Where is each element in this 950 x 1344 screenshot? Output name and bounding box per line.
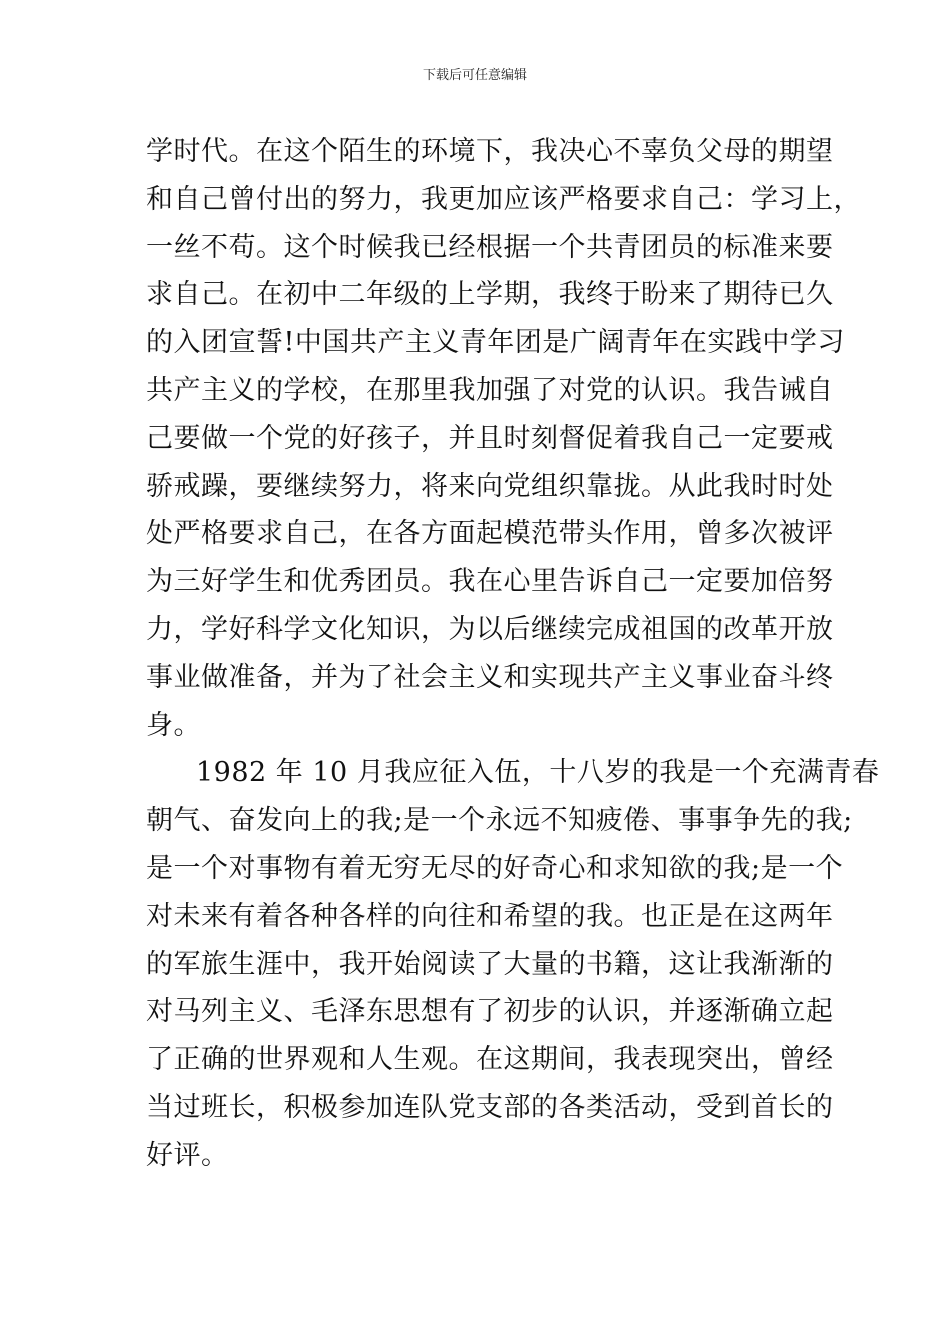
text-line: 朝气、奋发向上的我;是一个永远不知疲倦、事事争先的我; xyxy=(146,805,853,837)
document-body xyxy=(146,128,880,1180)
text-line: 和自己曾付出的努力，我更加应该严格要求自己：学习上， xyxy=(146,183,861,215)
text-line: 对未来有着各种各样的向往和希望的我。也正是在这两年 xyxy=(146,900,834,932)
text-line: 身。 xyxy=(146,709,201,741)
text-line: 事业做准备，并为了社会主义和实现共产主义事业奋斗终 xyxy=(146,661,834,693)
text-line: 处严格要求自己，在各方面起模范带头作用，曾多次被评 xyxy=(146,518,834,550)
text-line: 当过班长，积极参加连队党支部的各类活动，受到首长的 xyxy=(146,1091,834,1123)
text-line: 己要做一个党的好孩子，并且时刻督促着我自己一定要戒 xyxy=(146,422,834,454)
text-line: 1982 年 10 月我应征入伍，十八岁的我是一个充满青春 xyxy=(196,757,880,789)
text-line: 的入团宣誓!中国共产主义青年团是广阔青年在实践中学习 xyxy=(146,327,845,359)
text-line: 骄戒躁，要继续努力，将来向党组织靠拢。从此我时时处 xyxy=(146,470,834,502)
text-line: 求自己。在初中二年级的上学期，我终于盼来了期待已久 xyxy=(146,279,834,311)
paragraph-1 xyxy=(146,128,861,749)
text-line: 是一个对事物有着无穷无尽的好奇心和求知欲的我;是一个 xyxy=(146,852,844,884)
text-line: 的军旅生涯中，我开始阅读了大量的书籍，这让我渐渐的 xyxy=(146,948,834,980)
paragraph-2 xyxy=(146,749,880,1179)
text-line: 共产主义的学校，在那里我加强了对党的认识。我告诫自 xyxy=(146,374,834,406)
text-line: 对马列主义、毛泽东思想有了初步的认识，并逐渐确立起 xyxy=(146,996,834,1028)
text-line: 了正确的世界观和人生观。在这期间，我表现突出，曾经 xyxy=(146,1044,834,1076)
text-line: 为三好学生和优秀团员。我在心里告诉自己一定要加倍努 xyxy=(146,566,834,598)
text-line: 学时代。在这个陌生的环境下，我决心不辜负父母的期望 xyxy=(146,136,834,167)
text-line: 一丝不苟。这个时候我已经根据一个共青团员的标准来要 xyxy=(146,231,834,263)
text-line: 好评。 xyxy=(146,1139,229,1171)
text-line: 力，学好科学文化知识，为以后继续完成祖国的改革开放 xyxy=(146,613,834,645)
page-header: 下载后可任意编辑 xyxy=(422,68,527,83)
